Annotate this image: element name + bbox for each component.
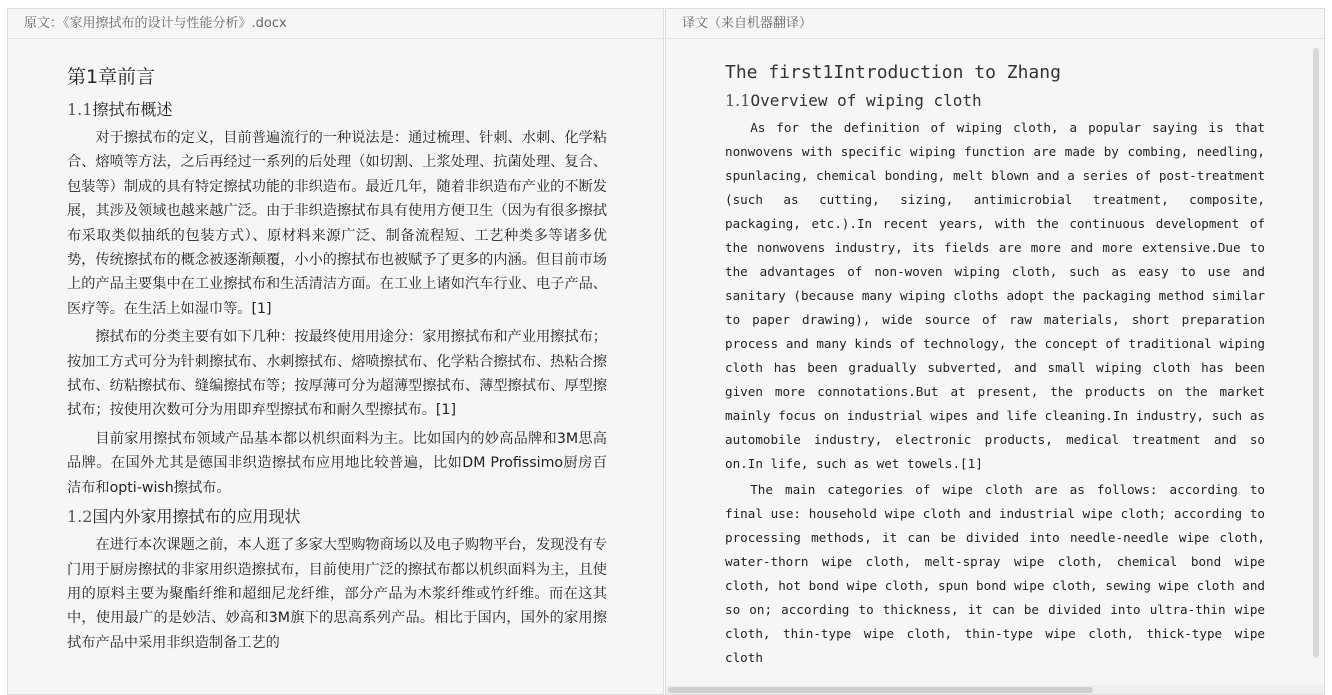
source-pane-header: [8, 9, 663, 39]
paragraph-4: 在进行本次课题之前，本人逛了多家大型购物商场以及电子购物平台，发现没有专门用于厨房擦拭的非家用织造擦拭布，目前使用广泛的擦拭布都以机织面料为主，且使用的原料主要为聚酯纤维和超细尼龙纤维，部分产品为木浆纤维或竹纤维。而在这其中，使用最广的是妙洁、妙高和3M旗下的思高系列产品。相比于国内，国外的家用擦拭布产品中采用非织造制备工艺的: [67, 537, 607, 651]
paragraph-1: 对于擦拭布的定义，目前普遍流行的一种说法是：通过梳理、针刺、水刺、化学粘合、熔喷等方法，之后再经过一系列的后处理（如切割、上浆处理、抗菌处理、复合、包装等）制成的具有特定擦拭功能的非织造布。最近几年，随着非织造布产业的不断发展，其涉及领域也越来越广泛。由于非织造擦拭布具有使用方便卫生（因为有很多擦拭布采取类似抽纸的包装方式）、原材料来源广泛、制备流程短、工艺种类多等诸多优势，传统擦拭布的概念被逐渐颠覆，小小的擦拭布也被赋予了更多的内涵。但目前市场上的产品主要集中在工业擦拭布和生活清洁方面。在工业上诸如汽车行业、电子产品、医疗等。在生活上如湿巾等。[1]: [67, 130, 607, 317]
source-content: [67, 62, 607, 659]
translation-content: [725, 62, 1265, 672]
source-pane: [7, 8, 664, 695]
paragraph-2: The main categories of wipe cloth are as follows: according to final use: household wipe cloth and industrial wipe cloth; according to processing methods, it can be divided into needle-needle wipe cloth, water-thorn wipe cloth, melt-spray wipe cloth, chemical bond wipe cloth, hot bond wipe cloth, spun bond wipe cloth, sewing wipe cloth and so on; according to thickness, it can be divided into ultra-thin wipe cloth, thin-type wipe cloth, thin-type wipe cloth, thick-type wipe cloth: [725, 482, 1265, 665]
source-document[interactable]: [8, 40, 663, 694]
section-number: 1.1: [725, 91, 751, 110]
chapter-title: The first1Introduction to Zhang: [725, 62, 1061, 83]
horizontal-scrollbar-thumb[interactable]: [668, 687, 1093, 693]
section-number: 1.2: [67, 507, 93, 527]
paragraph-3: 目前家用擦拭布领域产品基本都以机织面料为主。比如国内的妙高品牌和3M思高品牌。在国外尤其是德国非织造擦拭布应用地比较普遍，比如DM Profissimo厨房百洁布和opti-wish擦拭布。: [67, 430, 607, 496]
section-title: 擦拭布概述: [92, 100, 173, 119]
translation-pane: [665, 8, 1325, 695]
source-header-prefix: 原文：: [24, 16, 64, 31]
translation-header-title: 译文（来自机器翻译）: [682, 16, 813, 31]
section-heading-1-1: [67, 97, 607, 120]
section-heading-1-1: [725, 91, 1265, 110]
horizontal-scrollbar[interactable]: [666, 685, 1324, 694]
vertical-scrollbar[interactable]: [1313, 48, 1319, 658]
chapter-title: 第1章前言: [67, 66, 156, 88]
paragraph-1: As for the definition of wiping cloth, a popular saying is that nonwovens with specific wiping function are made by combing, needling, spunlacing, chemical bonding, melt blown and a series of post-treatment (such as cutting, sizing, antimicrobial treatment, composite, packaging, etc.).In recent years, with the continuous development of the nonwovens industry, its fields are more and more extensive.Due to the advantages of non-woven wiping cloth, such as easy to use and sanitary (because many wiping cloths adopt the packaging method similar to paper drawing), wide source of raw materials, short preparation process and many kinds of technology, the concept of traditional wiping cloth has been gradually subverted, and small wiping cloth has been given more connotations.But at present, the products on the market mainly focus on industrial wipes and life cleaning.In industry, such as automobile industry, electronic products, medical treatment and so on.In life, such as wet towels.[1]: [725, 120, 1265, 471]
translation-document[interactable]: [666, 40, 1324, 694]
paragraph-2: 擦拭布的分类主要有如下几种：按最终使用用途分：家用擦拭布和产业用擦拭布；按加工方式可分为针刺擦拭布、水刺擦拭布、熔喷擦拭布、化学粘合擦拭布、热粘合擦拭布、纺粘擦拭布、缝编擦拭布等；按厚薄可分为超薄型擦拭布、薄型擦拭布、厚型擦拭布；按使用次数可分为用即弃型擦拭布和耐久型擦拭布。[1]: [67, 329, 607, 419]
translation-pane-header: [666, 9, 1324, 39]
section-title: 国内外家用擦拭布的应用现状: [92, 507, 301, 527]
source-file-title: 《家用擦拭布的设计与性能分析》.docx: [63, 16, 287, 31]
section-number: 1.1: [67, 100, 93, 119]
section-heading-1-2: [67, 504, 607, 527]
section-title: Overview of wiping cloth: [750, 91, 982, 110]
